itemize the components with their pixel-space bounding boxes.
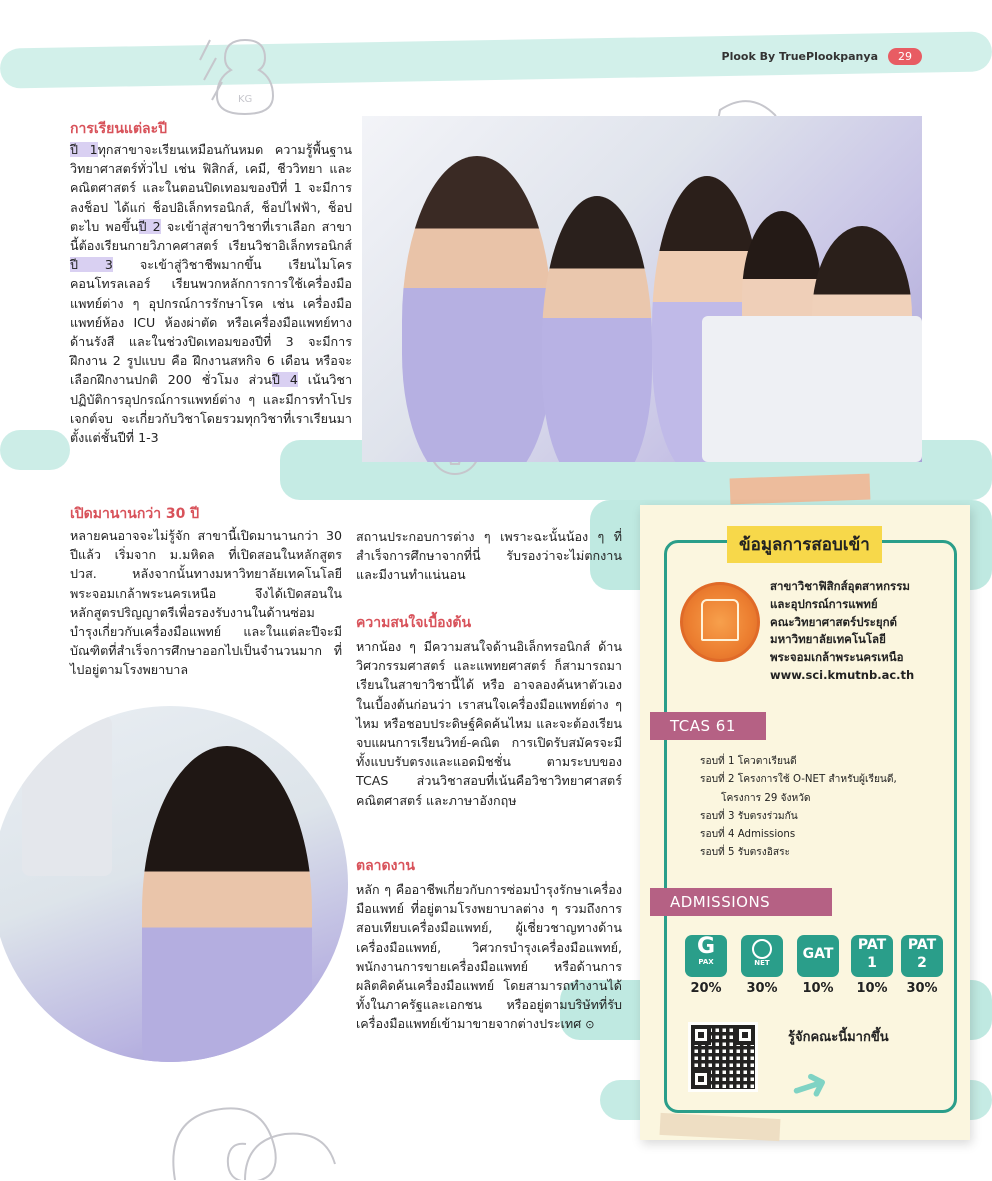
heading-30-years: เปิดมานานกว่า 30 ปี (70, 506, 200, 522)
qr-code-icon[interactable] (688, 1022, 758, 1092)
school-website: www.sci.kmutnb.ac.th (770, 667, 915, 682)
heading-basic-interest: ความสนใจเบื้องต้น (356, 615, 472, 631)
paragraph-part-3: จะเข้าสู่วิชาชีพมากขึ้น เรียนไมโครคอนโทรลเลอร์ เรียนพวกหลักการการใช้เครื่องมือแพทย์ต่าง ๆ อุปกรณ์การรักษาโรค เช่น เครื่องมือแพทย์ห้อง ICU ห้องผ่าตัด หรือเครื่องมือแพทย์ทางด้านรังสี และในช่วงปิดเทอมของปีที่ 3 จะมีการฝึกงาน 2 รูปแบบ คือ ฝึกงานสหกิจ 6 เดือน หรือจะเลือกฝึกงานปกติ 200 ชั่วโมง ส่วน (70, 257, 352, 388)
school-line: พระจอมเกล้าพระนครเหนือ (770, 650, 904, 665)
round-item: รอบที่ 5 รับตรงอิสระ (700, 847, 791, 859)
xray-machine (22, 716, 112, 876)
brand-text: Plook By TruePlookpanya (721, 50, 878, 63)
arrow-icon: ➜ (782, 1053, 836, 1117)
page-number-badge: 29 (888, 48, 922, 65)
paragraph-job-market (356, 880, 622, 1035)
paint-stroke-left (0, 430, 70, 470)
score-onet-percent: 30% (746, 981, 778, 996)
score-pat1-icon: PAT 1 (851, 935, 893, 977)
score-gat-percent: 10% (802, 981, 834, 996)
score-onet-icon: NET (741, 935, 783, 977)
paragraph-30-years: หลายคนอาจจะไม่รู้จัก สาขานี้เปิดมานานกว่า 30 ปีแล้ว เริ่มจาก ม.มหิดล ที่เปิดสอนในหลักสูตร ปวส. หลังจากนั้นทางมหาวิทยาลัยเทคโนโลยีพระจอมเกล้าพระนครเหนือ จึงได้เปิดสอนในหลักสูตรปริญญาตรีเพื่อรองรับงานในด้านซ่อมบำรุงเกี่ยวกับเครื่องมือแพทย์ และในแต่ละปีจะมีบัณฑิตที่สำเร็จการศึกษาออกไปเป็นจำนวนมาก ที่ไปอยู่ตามโรงพยาบาล (70, 528, 342, 678)
round-item: รอบที่ 1 โควตาเรียนดี (700, 756, 797, 767)
round-item-continuation: โครงการ 29 จังหวัด (721, 792, 811, 804)
school-line: มหาวิทยาลัยเทคโนโลยี (770, 632, 886, 647)
school-line: สาขาวิชาฟิสิกส์อุตสาหกรรม (770, 579, 910, 593)
paragraph-part-2: จะเข้าสู่สาขาวิชาที่เราเลือก สาขานี้ต้องเรียนกายวิภาคศาสตร์ เรียนวิชาอิเล็กทรอนิกส์ (70, 218, 353, 254)
round-item: รอบที่ 2 โครงการใช้ O-NET สำหรับผู้เรียนดี, (700, 774, 897, 786)
heading-yearly-study: การเรียนแต่ละปี (70, 121, 168, 137)
qr-caption: รู้จักคณะนี้มากขึ้น (788, 1030, 889, 1045)
job-market-text: หลัก ๆ คืออาชีพเกี่ยวกับการซ่อมบำรุงรักษาเครื่องมือแพทย์ ที่อยู่ตามโรงพยาบาลต่าง ๆ รวมถึงการสอบเทียบเครื่องมือแพทย์, ผู้เชี่ยวชาญทางด้านเครื่องมือแพทย์, วิศวกรบำรุงเครื่องมือแพทย์, พนักงานการขายเครื่องมือแพทย์ หรือด้านการผลิตคิดค้นเครื่องมือแพทย์ โดยสามารถทำงานได้ทั้งในภาครัฐและเอกชน หรืออยู่ตามบริษัทที่รับเครื่องมือแพทย์เข้ามาขายจากต่างประเทศ (356, 882, 622, 1032)
highlight-year-4: ปี 4 (271, 372, 298, 388)
tcas-rounds-list (700, 753, 897, 863)
paragraph-basic-interest: หากน้อง ๆ มีความสนใจด้านอิเล็กทรอนิกส์ ด้านวิศวกรรมศาสตร์ และแพทยศาสตร์ ก็สามารถมาเรียนในสาขาวิชานี้ได้ หรือ อาจลองค้นหาตัวเองในเบื้องต้นก่อนว่า เราสนใจเครื่องมือแพทย์ต่าง ๆ ไหม หรือชอบประดิษฐ์คิดค้นไหม และจะต้องเรียนจบแผนการเรียนวิทย์-คณิต การเปิดรับสมัครจะมีทั้งแบบรับตรงและแอดมิชชั่น ตามระบบของ TCAS ส่วนวิชาสอบที่เน้นคือวิชาวิทยาศาสตร์ คณิตศาสตร์ และภาษาอังกฤษ (356, 639, 622, 808)
kmutnb-seal-icon (680, 582, 760, 662)
photo-students-lab (362, 116, 922, 462)
student-portrait-figure (142, 746, 312, 1062)
paragraph-yearly-study (70, 140, 352, 447)
svg-text:KG: KG (238, 94, 253, 105)
school-line: คณะวิทยาศาสตร์ประยุกต์ (770, 614, 898, 629)
paragraph-part-4: เน้นวิชาปฏิบัติการอุปกรณ์การแพทย์ต่าง ๆ และมีการทำโปรเจกต์จบ จะเกี่ยวกับวิชาโดยรวมทุกวิชาที่เราเรียนมาตั้งแต่ชั้นปีที่ 1-3 (70, 372, 353, 446)
equipment-box (702, 316, 922, 462)
student-female-figure-1 (542, 196, 652, 462)
highlight-year-1: ปี 1 (70, 142, 98, 157)
score-pat1-percent: 10% (856, 981, 888, 996)
score-gpax-percent: 20% (690, 981, 722, 996)
page-header (722, 48, 922, 65)
heading-job-market: ตลาดงาน (356, 858, 415, 874)
score-gat-icon: GAT (797, 935, 839, 977)
tcas-banner: TCAS 61 (650, 712, 766, 740)
student-male-figure (402, 156, 552, 462)
highlight-year-2: ปี 2 (138, 218, 161, 234)
photo-student-xray (0, 706, 348, 1062)
score-pat2-icon: PAT 2 (901, 935, 943, 977)
school-info (770, 578, 914, 685)
paragraph-part-1: ทุกสาขาจะเรียนเหมือนกันหมด ความรู้พื้นฐานวิทยาศาสตร์ทั่วไป เช่น ฟิสิกส์, เคมี, ชีววิทยา และคณิตศาสตร์ และในตอนปิดเทอมของปีที่ 1 จะมีการลงช็อป ได้แก่ ช็อปอิเล็กทรอนิกส์, ช็อปไฟฟ้า, ช็อปตะไบ พอขึ้น (70, 142, 353, 234)
paragraph-continuation: สถานประกอบการต่าง ๆ เพราะฉะนั้นน้อง ๆ ที่สำเร็จการศึกษาจากที่นี่ รับรองว่าจะไม่ตกงาน และมีงานทำแน่นอน (356, 529, 622, 583)
card-title: ข้อมูลการสอบเข้า (727, 526, 882, 563)
highlight-year-3: ปี 3 (70, 257, 113, 273)
score-pat2-percent: 30% (906, 981, 938, 996)
round-item: รอบที่ 3 รับตรงร่วมกัน (700, 810, 798, 822)
end-mark-icon: ⊙ (585, 1018, 595, 1032)
school-line: และอุปกรณ์การแพทย์ (770, 596, 878, 611)
tape-top (730, 474, 871, 505)
admissions-banner: ADMISSIONS (650, 888, 832, 916)
score-gpax-icon: G PAX (685, 935, 727, 977)
round-item: รอบที่ 4 Admissions (700, 829, 796, 841)
kettlebell-doodle-icon (190, 20, 300, 120)
